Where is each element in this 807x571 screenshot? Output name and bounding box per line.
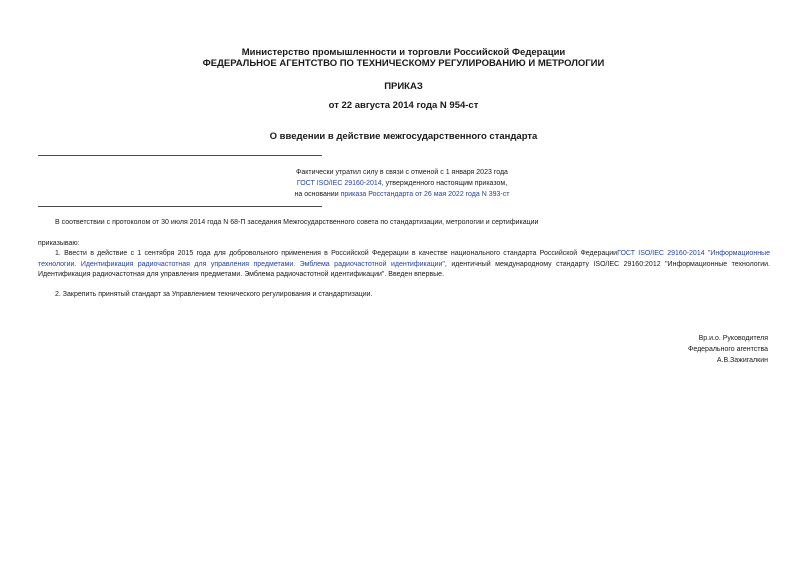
order-item-1-text-b: , идентичный международному стандарту ISO/IEC 29160:2012 "Информационные технологии. Идентификация радиочастотная для управления предметами. Эмблема радиочастотной идентификации". Введен впервые.	[38, 260, 770, 278]
basis-paragraph: В соответствии с протоколом от 30 июля 2014 года N 68-П заседания Межгосударственного совета по стандартизации, метрологии и сертификации	[55, 219, 539, 226]
order-item-1-text-a: 1. Ввести в действие с 1 сентября 2015 года для добровольного применения в Российской Федерации в качестве национального стандарта Российской Федерации	[55, 250, 618, 257]
gost-29160-link[interactable]: ГОСТ ISO/IEC 29160-2014 "Информационные технологии. Идентификация радиочастотная для управления предметами. Эмблема радиочастотной идентификации"	[38, 250, 770, 268]
signature-position: Вр.и.о. Руководителя	[698, 335, 768, 342]
order-word: приказываю:	[38, 240, 80, 247]
order-item-2: 2. Закрепить принятый стандарт за Управлением технического регулирования и стандартизации.	[55, 291, 373, 298]
gost-standard-link[interactable]: ГОСТ ISO/IEC 29160-2014	[296, 180, 382, 187]
status-note-line2-text: , утвержденного настоящим приказом,	[381, 180, 508, 187]
document-subject: О введении в действие межгосударственного стандарта	[269, 131, 538, 142]
document-type: ПРИКАЗ	[384, 81, 423, 92]
agency-title: ФЕДЕРАЛЬНОЕ АГЕНТСТВО ПО ТЕХНИЧЕСКОМУ РЕГУЛИРОВАНИЮ И МЕТРОЛОГИИ	[202, 58, 605, 69]
divider-top	[38, 155, 322, 156]
status-note-line2	[200, 178, 604, 189]
signature-name: А.В.Зажигалкин	[716, 357, 768, 364]
signature-organization: Федерального агентства	[688, 346, 768, 353]
status-note-line3-text: на основании	[294, 191, 341, 198]
status-note-line3	[200, 189, 604, 200]
divider-bottom	[38, 206, 322, 207]
status-note-line1: Фактически утратил силу в связи с отменой с 1 января 2023 года	[296, 169, 508, 176]
document-date-number: от 22 августа 2014 года N 954-ст	[328, 100, 479, 111]
ministry-title: Министерство промышленности и торговли Российской Федерации	[241, 47, 566, 58]
order-item-1	[38, 249, 770, 281]
rosstandart-order-link[interactable]: приказа Росстандарта от 26 мая 2022 года N 393-ст	[340, 191, 510, 198]
